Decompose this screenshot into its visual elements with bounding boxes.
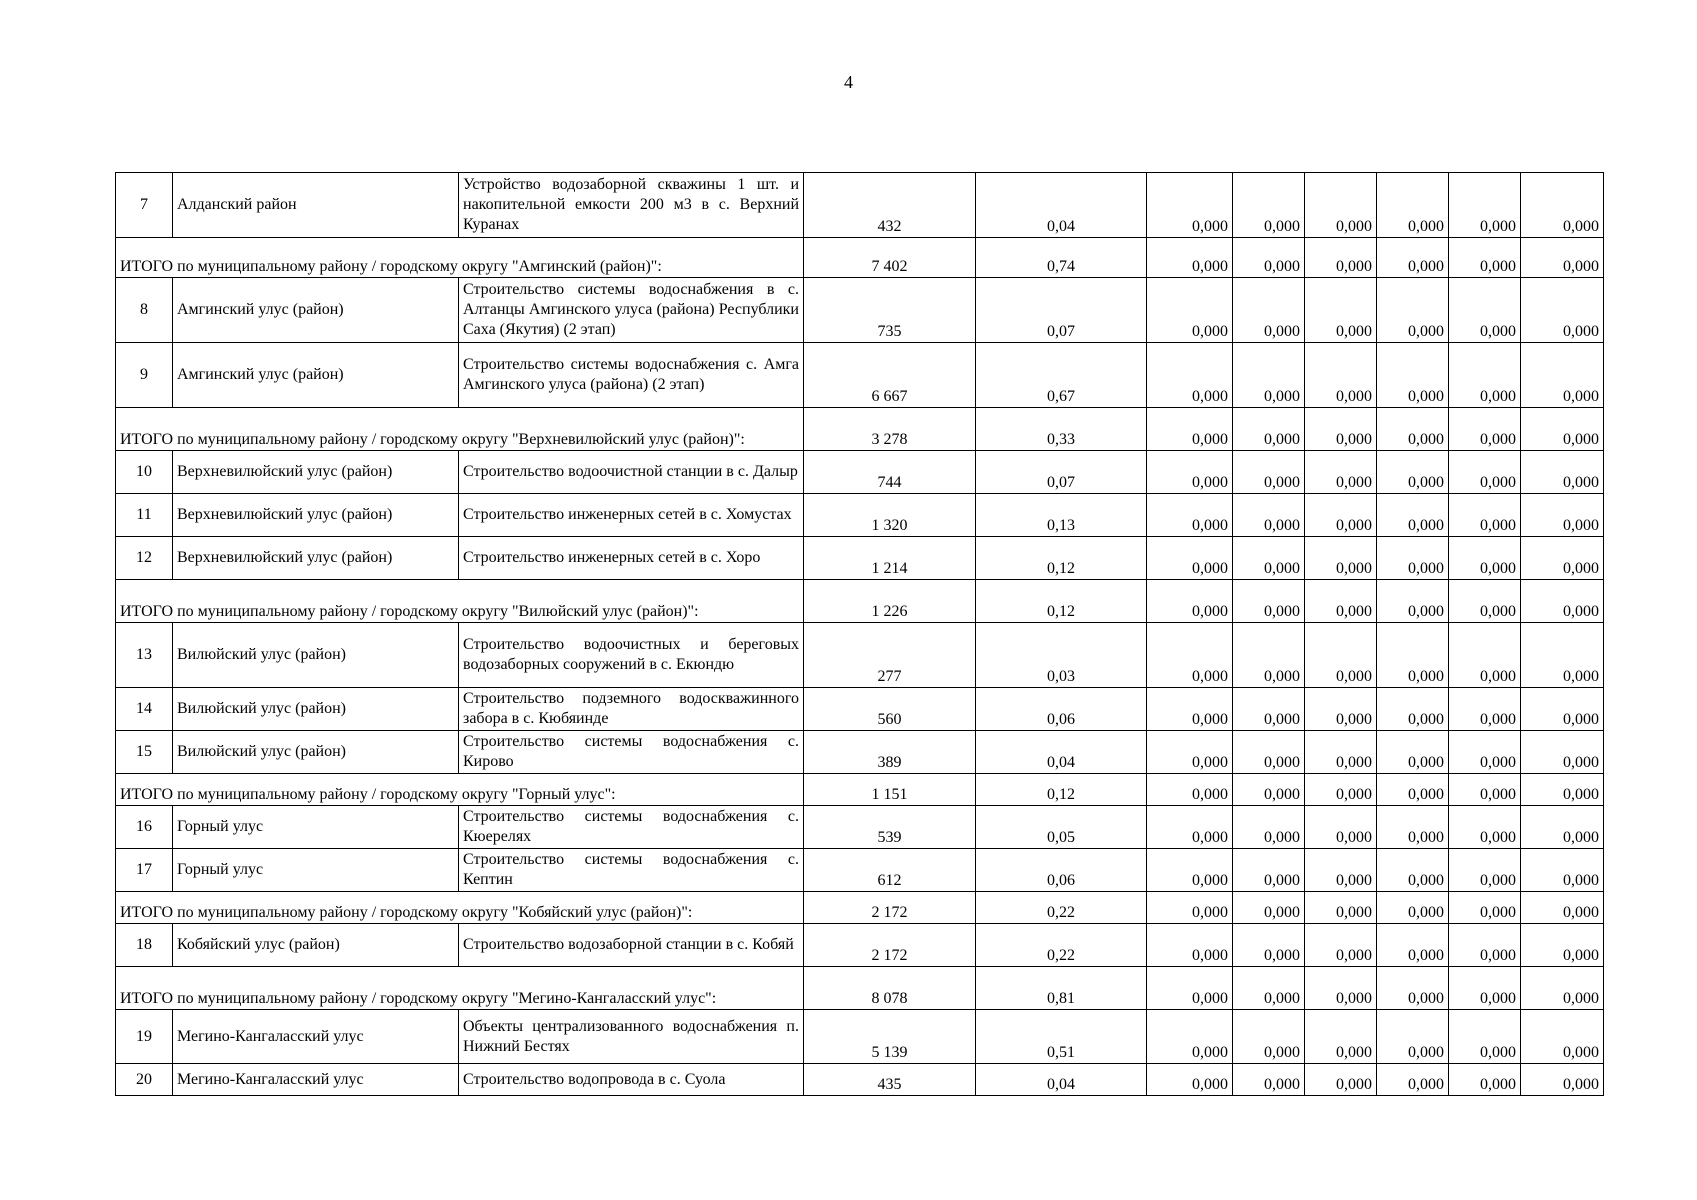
zero-value-cell: 0,000 xyxy=(1147,580,1233,623)
zero-value-cell: 0,000 xyxy=(1147,1064,1233,1096)
zero-value-cell: 0,000 xyxy=(1233,967,1305,1010)
value-cell: 539 xyxy=(804,806,976,849)
zero-value-cell: 0,000 xyxy=(1377,494,1449,537)
table-body xyxy=(116,173,1604,1096)
row-number: 16 xyxy=(116,806,173,849)
value-cell: 5 139 xyxy=(804,1010,976,1064)
zero-value-cell: 0,000 xyxy=(1377,1064,1449,1096)
zero-value-cell: 0,000 xyxy=(1449,924,1521,967)
zero-value-cell: 0,000 xyxy=(1147,173,1233,238)
zero-value-cell: 0,000 xyxy=(1233,892,1305,924)
zero-value-cell: 0,000 xyxy=(1233,408,1305,451)
share-cell: 0,04 xyxy=(976,731,1147,774)
value-cell: 1 214 xyxy=(804,537,976,580)
total-row xyxy=(116,892,1604,924)
zero-value-cell: 0,000 xyxy=(1449,494,1521,537)
zero-value-cell: 0,000 xyxy=(1233,731,1305,774)
zero-value-cell: 0,000 xyxy=(1305,688,1377,731)
zero-value-cell: 0,000 xyxy=(1521,688,1604,731)
zero-value-cell: 0,000 xyxy=(1147,806,1233,849)
zero-value-cell: 0,000 xyxy=(1147,1010,1233,1064)
value-cell: 1 226 xyxy=(804,580,976,623)
zero-value-cell: 0,000 xyxy=(1377,688,1449,731)
municipality-cell: Мегино-Кангаласский улус xyxy=(173,1010,459,1064)
municipality-cell: Алданский район xyxy=(173,173,459,238)
zero-value-cell: 0,000 xyxy=(1147,623,1233,688)
zero-value-cell: 0,000 xyxy=(1521,173,1604,238)
table-row xyxy=(116,849,1604,892)
zero-value-cell: 0,000 xyxy=(1147,238,1233,278)
zero-value-cell: 0,000 xyxy=(1305,343,1377,408)
zero-value-cell: 0,000 xyxy=(1377,451,1449,494)
zero-value-cell: 0,000 xyxy=(1147,967,1233,1010)
share-cell: 0,07 xyxy=(976,278,1147,343)
zero-value-cell: 0,000 xyxy=(1521,278,1604,343)
zero-value-cell: 0,000 xyxy=(1305,623,1377,688)
zero-value-cell: 0,000 xyxy=(1305,731,1377,774)
table-row xyxy=(116,924,1604,967)
value-cell: 560 xyxy=(804,688,976,731)
total-label: ИТОГО по муниципальному району / городскому округу "Горный улус": xyxy=(116,774,804,806)
zero-value-cell: 0,000 xyxy=(1305,849,1377,892)
municipality-cell: Горный улус xyxy=(173,806,459,849)
share-cell: 0,22 xyxy=(976,892,1147,924)
value-cell: 8 078 xyxy=(804,967,976,1010)
total-row xyxy=(116,967,1604,1010)
zero-value-cell: 0,000 xyxy=(1147,343,1233,408)
zero-value-cell: 0,000 xyxy=(1521,494,1604,537)
municipality-cell: Мегино-Кангаласский улус xyxy=(173,1064,459,1096)
object-cell: Строительство водоочистной станции в с. Далыр xyxy=(459,451,804,494)
zero-value-cell: 0,000 xyxy=(1305,494,1377,537)
table-row xyxy=(116,731,1604,774)
share-cell: 0,12 xyxy=(976,774,1147,806)
zero-value-cell: 0,000 xyxy=(1449,451,1521,494)
zero-value-cell: 0,000 xyxy=(1305,238,1377,278)
value-cell: 7 402 xyxy=(804,238,976,278)
zero-value-cell: 0,000 xyxy=(1377,537,1449,580)
zero-value-cell: 0,000 xyxy=(1305,1010,1377,1064)
row-number: 7 xyxy=(116,173,173,238)
zero-value-cell: 0,000 xyxy=(1147,537,1233,580)
share-cell: 0,74 xyxy=(976,238,1147,278)
zero-value-cell: 0,000 xyxy=(1147,688,1233,731)
zero-value-cell: 0,000 xyxy=(1449,173,1521,238)
share-cell: 0,51 xyxy=(976,1010,1147,1064)
zero-value-cell: 0,000 xyxy=(1377,967,1449,1010)
zero-value-cell: 0,000 xyxy=(1521,1010,1604,1064)
share-cell: 0,04 xyxy=(976,173,1147,238)
municipality-cell: Амгинский улус (район) xyxy=(173,278,459,343)
zero-value-cell: 0,000 xyxy=(1449,967,1521,1010)
zero-value-cell: 0,000 xyxy=(1449,343,1521,408)
municipality-cell: Верхневилюйский улус (район) xyxy=(173,494,459,537)
zero-value-cell: 0,000 xyxy=(1233,924,1305,967)
value-cell: 735 xyxy=(804,278,976,343)
row-number: 15 xyxy=(116,731,173,774)
zero-value-cell: 0,000 xyxy=(1305,451,1377,494)
zero-value-cell: 0,000 xyxy=(1521,451,1604,494)
zero-value-cell: 0,000 xyxy=(1521,238,1604,278)
zero-value-cell: 0,000 xyxy=(1377,806,1449,849)
zero-value-cell: 0,000 xyxy=(1377,623,1449,688)
zero-value-cell: 0,000 xyxy=(1377,1010,1449,1064)
zero-value-cell: 0,000 xyxy=(1147,924,1233,967)
share-cell: 0,06 xyxy=(976,849,1147,892)
share-cell: 0,04 xyxy=(976,1064,1147,1096)
zero-value-cell: 0,000 xyxy=(1305,173,1377,238)
share-cell: 0,81 xyxy=(976,967,1147,1010)
table-row xyxy=(116,278,1604,343)
object-cell: Строительство водозаборной станции в с. Кобяй xyxy=(459,924,804,967)
municipality-cell: Верхневилюйский улус (район) xyxy=(173,537,459,580)
object-cell: Строительство системы водоснабжения с. Кептин xyxy=(459,849,804,892)
zero-value-cell: 0,000 xyxy=(1233,1010,1305,1064)
municipality-cell: Вилюйский улус (район) xyxy=(173,688,459,731)
zero-value-cell: 0,000 xyxy=(1377,924,1449,967)
share-cell: 0,06 xyxy=(976,688,1147,731)
value-cell: 389 xyxy=(804,731,976,774)
object-cell: Строительство системы водоснабжения в с. Алтанцы Амгинского улуса (района) Республики Саха (Якутия) (2 этап) xyxy=(459,278,804,343)
zero-value-cell: 0,000 xyxy=(1233,688,1305,731)
zero-value-cell: 0,000 xyxy=(1377,238,1449,278)
table-row xyxy=(116,1010,1604,1064)
row-number: 20 xyxy=(116,1064,173,1096)
value-cell: 6 667 xyxy=(804,343,976,408)
zero-value-cell: 0,000 xyxy=(1233,173,1305,238)
zero-value-cell: 0,000 xyxy=(1147,892,1233,924)
row-number: 14 xyxy=(116,688,173,731)
share-cell: 0,12 xyxy=(976,580,1147,623)
zero-value-cell: 0,000 xyxy=(1521,731,1604,774)
object-cell: Строительство водоочистных и береговых водозаборных сооружений в с. Екюндю xyxy=(459,623,804,688)
zero-value-cell: 0,000 xyxy=(1449,278,1521,343)
value-cell: 432 xyxy=(804,173,976,238)
total-row xyxy=(116,238,1604,278)
municipality-cell: Вилюйский улус (район) xyxy=(173,623,459,688)
zero-value-cell: 0,000 xyxy=(1377,580,1449,623)
zero-value-cell: 0,000 xyxy=(1147,278,1233,343)
zero-value-cell: 0,000 xyxy=(1449,1010,1521,1064)
allocation-table xyxy=(115,172,1604,1096)
zero-value-cell: 0,000 xyxy=(1147,731,1233,774)
zero-value-cell: 0,000 xyxy=(1305,580,1377,623)
zero-value-cell: 0,000 xyxy=(1449,238,1521,278)
zero-value-cell: 0,000 xyxy=(1521,537,1604,580)
total-label: ИТОГО по муниципальному району / городскому округу "Мегино-Кангаласский улус": xyxy=(116,967,804,1010)
value-cell: 435 xyxy=(804,1064,976,1096)
zero-value-cell: 0,000 xyxy=(1305,1064,1377,1096)
row-number: 17 xyxy=(116,849,173,892)
zero-value-cell: 0,000 xyxy=(1233,343,1305,408)
zero-value-cell: 0,000 xyxy=(1521,1064,1604,1096)
share-cell: 0,13 xyxy=(976,494,1147,537)
zero-value-cell: 0,000 xyxy=(1449,580,1521,623)
table-row xyxy=(116,623,1604,688)
zero-value-cell: 0,000 xyxy=(1449,408,1521,451)
row-number: 11 xyxy=(116,494,173,537)
zero-value-cell: 0,000 xyxy=(1521,967,1604,1010)
table-row xyxy=(116,343,1604,408)
municipality-cell: Вилюйский улус (район) xyxy=(173,731,459,774)
zero-value-cell: 0,000 xyxy=(1233,238,1305,278)
value-cell: 3 278 xyxy=(804,408,976,451)
zero-value-cell: 0,000 xyxy=(1233,537,1305,580)
page-number: 4 xyxy=(844,72,853,92)
zero-value-cell: 0,000 xyxy=(1377,774,1449,806)
zero-value-cell: 0,000 xyxy=(1305,967,1377,1010)
row-number: 18 xyxy=(116,924,173,967)
zero-value-cell: 0,000 xyxy=(1305,537,1377,580)
object-cell: Строительство водопровода в с. Суола xyxy=(459,1064,804,1096)
zero-value-cell: 0,000 xyxy=(1147,451,1233,494)
table-row xyxy=(116,451,1604,494)
row-number: 13 xyxy=(116,623,173,688)
zero-value-cell: 0,000 xyxy=(1377,278,1449,343)
zero-value-cell: 0,000 xyxy=(1305,924,1377,967)
zero-value-cell: 0,000 xyxy=(1233,774,1305,806)
zero-value-cell: 0,000 xyxy=(1233,451,1305,494)
zero-value-cell: 0,000 xyxy=(1305,806,1377,849)
municipality-cell: Верхневилюйский улус (район) xyxy=(173,451,459,494)
row-number: 19 xyxy=(116,1010,173,1064)
zero-value-cell: 0,000 xyxy=(1233,1064,1305,1096)
object-cell: Устройство водозаборной скважины 1 шт. и накопительной емкости 200 м3 в с. Верхний Куранах xyxy=(459,173,804,238)
value-cell: 612 xyxy=(804,849,976,892)
object-cell: Строительство системы водоснабжения с. Кюерелях xyxy=(459,806,804,849)
row-number: 9 xyxy=(116,343,173,408)
total-row xyxy=(116,408,1604,451)
share-cell: 0,03 xyxy=(976,623,1147,688)
zero-value-cell: 0,000 xyxy=(1377,343,1449,408)
value-cell: 1 320 xyxy=(804,494,976,537)
share-cell: 0,12 xyxy=(976,537,1147,580)
table-row xyxy=(116,688,1604,731)
object-cell: Строительство инженерных сетей в с. Хоро xyxy=(459,537,804,580)
zero-value-cell: 0,000 xyxy=(1305,774,1377,806)
zero-value-cell: 0,000 xyxy=(1449,731,1521,774)
share-cell: 0,05 xyxy=(976,806,1147,849)
share-cell: 0,33 xyxy=(976,408,1147,451)
zero-value-cell: 0,000 xyxy=(1233,623,1305,688)
table-row xyxy=(116,494,1604,537)
total-label: ИТОГО по муниципальному району / городскому округу "Амгинский (район)": xyxy=(116,238,804,278)
object-cell: Строительство системы водоснабжения с. Амга Амгинского улуса (района) (2 этап) xyxy=(459,343,804,408)
value-cell: 277 xyxy=(804,623,976,688)
zero-value-cell: 0,000 xyxy=(1377,731,1449,774)
zero-value-cell: 0,000 xyxy=(1147,774,1233,806)
zero-value-cell: 0,000 xyxy=(1233,580,1305,623)
zero-value-cell: 0,000 xyxy=(1521,892,1604,924)
zero-value-cell: 0,000 xyxy=(1449,623,1521,688)
zero-value-cell: 0,000 xyxy=(1233,849,1305,892)
zero-value-cell: 0,000 xyxy=(1233,806,1305,849)
total-label: ИТОГО по муниципальному району / городскому округу "Верхневилюйский улус (район)": xyxy=(116,408,804,451)
row-number: 10 xyxy=(116,451,173,494)
object-cell: Строительство подземного водоскважинного забора в с. Кюбяинде xyxy=(459,688,804,731)
table-row xyxy=(116,1064,1604,1096)
zero-value-cell: 0,000 xyxy=(1377,892,1449,924)
table-row xyxy=(116,537,1604,580)
zero-value-cell: 0,000 xyxy=(1377,849,1449,892)
zero-value-cell: 0,000 xyxy=(1521,343,1604,408)
zero-value-cell: 0,000 xyxy=(1449,688,1521,731)
zero-value-cell: 0,000 xyxy=(1521,924,1604,967)
zero-value-cell: 0,000 xyxy=(1377,408,1449,451)
share-cell: 0,67 xyxy=(976,343,1147,408)
total-row xyxy=(116,580,1604,623)
object-cell: Строительство инженерных сетей в с. Хомустах xyxy=(459,494,804,537)
zero-value-cell: 0,000 xyxy=(1305,892,1377,924)
row-number: 8 xyxy=(116,278,173,343)
zero-value-cell: 0,000 xyxy=(1147,849,1233,892)
object-cell: Строительство системы водоснабжения с. Кирово xyxy=(459,731,804,774)
value-cell: 2 172 xyxy=(804,892,976,924)
value-cell: 744 xyxy=(804,451,976,494)
zero-value-cell: 0,000 xyxy=(1305,278,1377,343)
total-label: ИТОГО по муниципальному району / городскому округу "Кобяйский улус (район)": xyxy=(116,892,804,924)
municipality-cell: Кобяйский улус (район) xyxy=(173,924,459,967)
zero-value-cell: 0,000 xyxy=(1521,408,1604,451)
table-row xyxy=(116,806,1604,849)
zero-value-cell: 0,000 xyxy=(1449,806,1521,849)
zero-value-cell: 0,000 xyxy=(1521,774,1604,806)
municipality-cell: Горный улус xyxy=(173,849,459,892)
zero-value-cell: 0,000 xyxy=(1449,849,1521,892)
share-cell: 0,07 xyxy=(976,451,1147,494)
zero-value-cell: 0,000 xyxy=(1521,849,1604,892)
row-number: 12 xyxy=(116,537,173,580)
zero-value-cell: 0,000 xyxy=(1147,494,1233,537)
zero-value-cell: 0,000 xyxy=(1449,537,1521,580)
zero-value-cell: 0,000 xyxy=(1377,173,1449,238)
zero-value-cell: 0,000 xyxy=(1449,892,1521,924)
total-label: ИТОГО по муниципальному району / городскому округу "Вилюйский улус (район)": xyxy=(116,580,804,623)
value-cell: 1 151 xyxy=(804,774,976,806)
total-row xyxy=(116,774,1604,806)
zero-value-cell: 0,000 xyxy=(1521,580,1604,623)
zero-value-cell: 0,000 xyxy=(1449,1064,1521,1096)
municipality-cell: Амгинский улус (район) xyxy=(173,343,459,408)
zero-value-cell: 0,000 xyxy=(1521,806,1604,849)
value-cell: 2 172 xyxy=(804,924,976,967)
zero-value-cell: 0,000 xyxy=(1449,774,1521,806)
zero-value-cell: 0,000 xyxy=(1521,623,1604,688)
zero-value-cell: 0,000 xyxy=(1233,494,1305,537)
table-row xyxy=(116,173,1604,238)
share-cell: 0,22 xyxy=(976,924,1147,967)
zero-value-cell: 0,000 xyxy=(1305,408,1377,451)
object-cell: Объекты централизованного водоснабжения п. Нижний Бестях xyxy=(459,1010,804,1064)
zero-value-cell: 0,000 xyxy=(1147,408,1233,451)
zero-value-cell: 0,000 xyxy=(1233,278,1305,343)
